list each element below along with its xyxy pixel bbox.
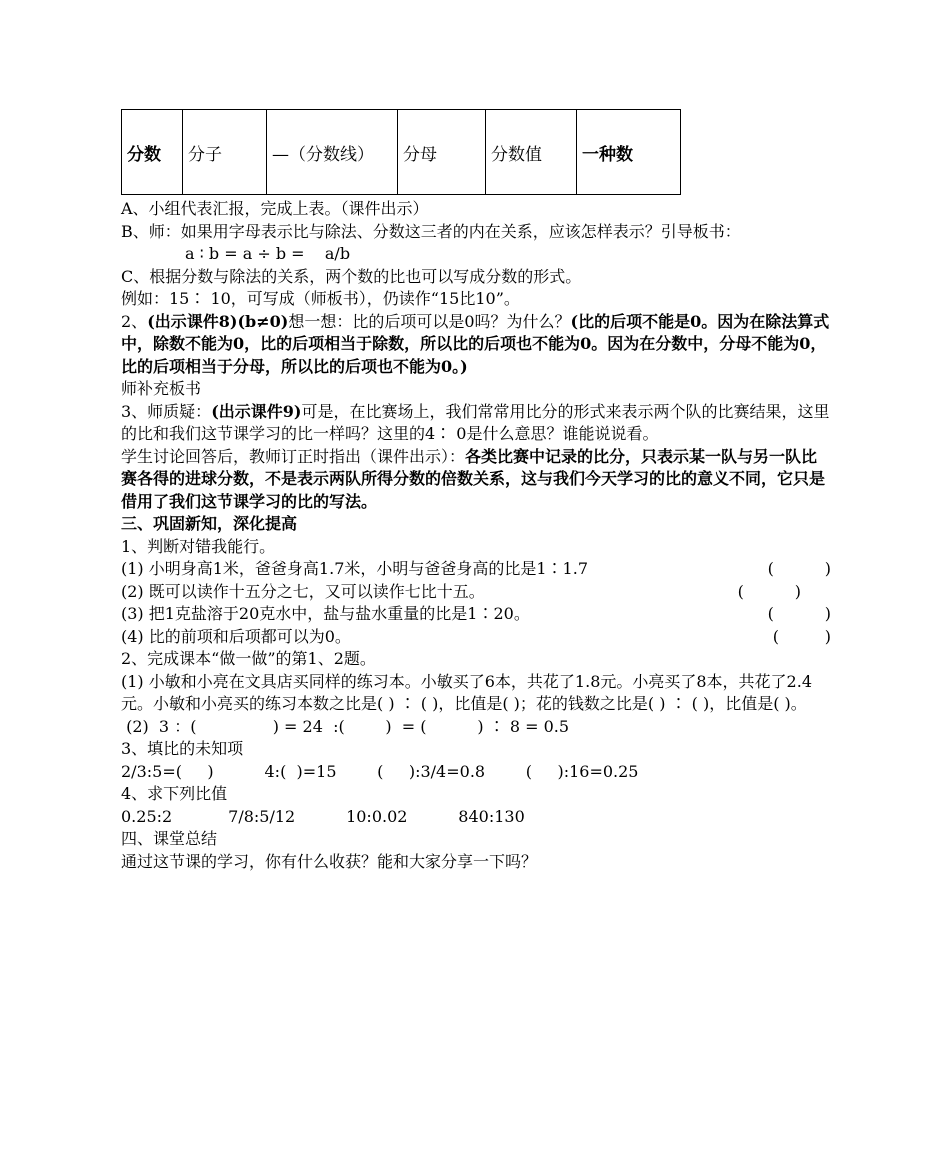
ratio-exercises: 0.25:2 7/8:5/12 10:0.02 840:130 (121, 806, 525, 826)
answer-paren: ( ) (767, 559, 831, 578)
section-3-heading: 三、巩固新知，深化提高 (121, 514, 298, 533)
table-cell-fraction-value: 分数值 (486, 110, 577, 195)
q3-courseware: (出示课件9) (211, 401, 302, 421)
discussion-paragraph (121, 446, 831, 514)
q3-prefix: 3、师质疑： (121, 401, 212, 421)
table-cell-fraction: 分数 (122, 110, 183, 195)
answer-paren: ( ) (767, 604, 831, 623)
report-line: A、小组代表汇报，完成上表。（课件出示） (121, 199, 429, 218)
judge-item-text: (2) 既可以读作十五分之七，又可以读作七比十五。 (121, 581, 485, 601)
judge-item-4 (121, 626, 831, 649)
question-2 (121, 311, 831, 379)
lesson-content (121, 198, 831, 873)
judge-item-1 (121, 558, 831, 581)
teacher-question: B、师：如果用字母表示比与除法、分数这三者的内在关系，应该怎样表示？引导板书： (121, 221, 741, 241)
judge-item-text: (1) 小明身高1米，爸爸身高1.7米，小明与爸爸身高的比是1∶1.7 (121, 559, 589, 578)
table-cell-a-kind-of-number: 一种数 (577, 110, 681, 195)
q2-courseware: (出示课件8)(b≠0) (147, 311, 289, 331)
discussion-prefix: 学生讨论回答后，教师订正时指出（课件出示）： (121, 446, 466, 466)
q2-prefix: 2、 (121, 311, 148, 331)
judge-item-text: (4) 比的前项和后项都可以为0。 (121, 626, 351, 646)
judge-title: 1、判断对错我能行。 (121, 536, 276, 556)
q2-question: 想一想：比的后项可以是0吗？为什么？ (288, 311, 571, 331)
fraction-parts-table (121, 109, 681, 195)
example-line: 例如：15∶ 10，可写成（师板书），仍读作“15比10”。 (121, 289, 520, 308)
q3-text: 可是，在比赛场上，我们常常用比分的形式来表示两个队的比赛结果，这里的比和我们这节课学习的比一样吗？这里的4∶ 0是什么意思？谁能说说看。 (121, 401, 830, 443)
judge-item-2 (121, 581, 831, 604)
fraction-relation: C、根据分数与除法的关系，两个数的比也可以写成分数的形式。 (121, 266, 582, 286)
ratio-title: 4、求下列比值 (121, 784, 228, 803)
ratio-formula: a ∶ b = a ÷ b = a/b (185, 244, 351, 263)
table-cell-denominator: 分母 (398, 110, 486, 195)
section-4-heading: 四、课堂总结 (121, 829, 218, 848)
task-2-title: 2、完成课本“做一做”的第1、2题。 (121, 649, 376, 668)
fill-title: 3、填比的未知项 (121, 739, 244, 758)
judge-item-text: (3) 把1克盐溶于20克水中，盐与盐水重量的比是1∶20。 (121, 604, 530, 623)
fill-exercises: 2/3:5=( ) 4:( )=15 ( ):3/4=0.8 ( ):16=0.25 (121, 761, 639, 781)
q2-answer: (比的后项不能是0。因为在除法算式中，除数不能为0，比的后项相当于除数，所以比的后项也不能为0。因为在分数中，分母不能为0，比的后项相当于分母，所以比的后项也不能为0。) (121, 311, 830, 376)
judge-item-3 (121, 603, 831, 626)
answer-paren: ( ) (772, 626, 831, 646)
answer-paren: ( ) (737, 581, 801, 601)
board-note: 师补充板书 (121, 379, 202, 398)
task-2-problem-2: (2) 3 ：( ) = 24 :( ) = ( ) ∶ 8 = 0.5 (121, 716, 570, 736)
task-2-problem-1: (1) 小敏和小亮在文具店买同样的练习本。小敏买了6本，共花了1.8元。小亮买了8本，共花了2.4元。小敏和小亮买的练习本数之比是( ) ∶ ( )，比值是( )；花的钱数之比是( ) ∶ ( )，比值是( )。 (121, 671, 813, 713)
table-row (122, 110, 681, 195)
summary-question: 通过这节课的学习，你有什么收获？能和大家分享一下吗？ (121, 851, 538, 871)
discussion-conclusion: 各类比赛中记录的比分，只表示某一队与另一队比赛各得的进球分数，不是表示两队所得分数的倍数关系，这与我们今天学习的比的意义不同，它只是借用了我们这节课学习的比的写法。 (121, 446, 826, 511)
question-3 (121, 401, 831, 446)
table-cell-numerator: 分子 (183, 110, 267, 195)
table-cell-fraction-bar: —（分数线） (267, 110, 398, 195)
